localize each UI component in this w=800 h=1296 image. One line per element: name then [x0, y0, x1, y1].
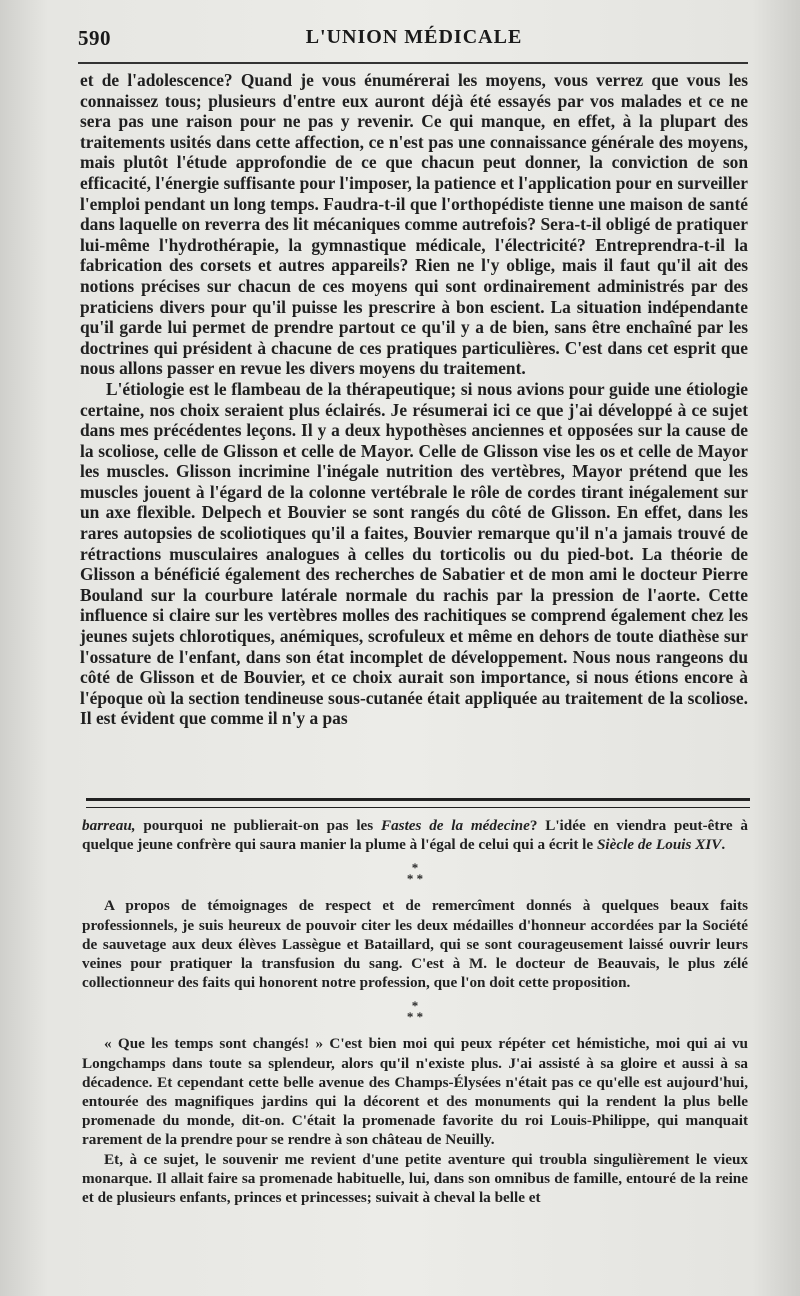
text-run: ? L'idée en viendra peut-être à quelque jeune confrère qui saura manier la plume à l'égal de celui qui a écrit le: [82, 817, 748, 854]
asterism-bottom: * *: [406, 871, 424, 887]
italic-text: barreau,: [82, 817, 136, 834]
page-number: 590: [78, 26, 111, 50]
asterism-separator: [82, 998, 748, 1025]
text-run: pourquoi ne publierait-on pas les: [135, 817, 381, 834]
feuilleton-paragraph: [82, 816, 748, 854]
italic-title: Fastes de la médecine: [380, 817, 530, 834]
text-run: .: [721, 836, 726, 854]
feuilleton-paragraph: « Que les temps sont changés! » C'est bien moi qui peux répéter cet hémistiche, moi qui ai vu Longchamps dans toute sa splendeur, alors qu'il n'existe plus. J'ai assisté à sa gloire et aussi à sa décadence. Et cependant cette belle avenue des Champs-Élysées n'était pas ce qu'elle est aujourd'hui, entourée des magnifiques jardins qui la décorent et des monuments qui la rendent la plus belle promenade du monde, dit-on. C'était la promenade favorite du roi Louis-Philippe, qui manquait rarement de la prendre pour se rendre à son château de Neuilly.: [82, 1035, 748, 1149]
asterism-bottom: * *: [406, 1009, 424, 1025]
header-rule: [78, 62, 748, 64]
feuilleton-section: [82, 816, 748, 1207]
asterism-top: *: [411, 998, 419, 1014]
article-paragraph: L'étiologie est le flambeau de la thérapeutique; si nous avions pour guide une étiologie certaine, nos choix seraient plus éclairés. Je résumerai ici ce que j'ai développé à ce sujet dans mes précédentes leçons. Il y a deux hypothèses anciennes et opposées sur la cause de la scoliose, celle de Glisson et celle de Mayor. Celle de Glisson vise les os et celle de Mayor les muscles. Glisson incrimine l'inégale nutrition des vertèbres, Mayor prétend que les muscles jouent à l'égard de la colonne vertébrale le rôle de cordes tirant inégalement sur un axe flexible. Delpech et Bouvier se sont rangés du côté de Glisson. En effet, dans les rares autopsies de scoliotiques qu'il a faites, Bouvier remarque qu'il n'a jamais trouvé de rétractions musculaires analogues à celles du torticolis ou du pied-bot. La théorie de Glisson a bénéficié également des recherches de Sabatier et de mon ami le docteur Pierre Bouland sur la courbure latérale normale du rachis par la pression de l'aorte. Cette influence si claire sur les vertèbres molles des rachitiques se comprend également chez les jeunes sujets chlorotiques, anémiques, scrofuleux et même en dehors de toute diathèse sur l'ossature de l'enfant, dans son état incomplet de développement. Nous nous rangeons du côté de Glisson et de Bouvier, et ce choix aurait son importance, si nous étions encore à l'époque où la section tendineuse sous-cutanée était appliquée au traitement de la scoliose. Il est évident que comme il n'y a pas: [80, 378, 748, 729]
section-divider-rule: [86, 798, 750, 808]
italic-title: Siècle de Louis XIV: [596, 836, 722, 854]
running-head: [78, 26, 750, 56]
journal-title: L'UNION MÉDICALE: [305, 26, 523, 48]
feuilleton-paragraph: A propos de témoignages de respect et de remercîment donnés à quelques beaux faits professionnels, je suis heureux de pouvoir citer les deux médailles d'honneur accordées par la Société de sauvetage aux deux élèves Lassègue et Bataillard, qui se sont courageusement laissé ouvrir leurs veines pour pratiquer la transfusion du sang. C'est à M. le docteur de Beauvais, le plus zélé collectionneur des faits qui honorent notre profession, que l'on doit cette proposition.: [82, 897, 748, 992]
asterism-separator: [82, 860, 748, 887]
main-article-body: [80, 70, 748, 729]
article-paragraph: et de l'adolescence? Quand je vous énumérerai les moyens, vous verrez que vous les connaissez tous; plusieurs d'entre eux auront déjà été essayés par vos malades et ce ne sera pas une raison pour ne pas y revenir. Ce qui manque, en effet, à la plupart des traitements usités dans cette affection, ce n'est pas une connaissance générale des moyens, mais plutôt l'étude approfondie de ce que chacun peut donner, la conviction de son efficacité, l'énergie suffisante pour l'imposer, la patience et l'application pour en surveiller l'emploi pendant un long temps. Faudra-t-il que l'orthopédiste tienne une maison de santé dans laquelle on reverra des lit mécaniques comme autrefois? Sera-t-il obligé de pratiquer lui-même l'hydrothérapie, la gymnastique médicale, l'électricité? Entreprendra-t-il la fabrication des corsets et autres appareils? Rien ne l'y oblige, mais il faut qu'il ait des notions précises sur chacun de ces moyens qui sont ordinairement administrés par des praticiens divers pour qu'il puisse les prescrire à bon escient. La situation indépendante qu'il garde lui permet de prendre partout ce qu'il y a de bien, sans être enchaîné par les doctrines qui président à chacune de ces pratiques particulières. C'est dans cet esprit que nous allons passer en revue les divers moyens du traitement.: [80, 70, 748, 379]
asterism-top: *: [411, 860, 419, 876]
feuilleton-paragraph: Et, à ce sujet, le souvenir me revient d'une petite aventure qui troubla singulièrement le vieux monarque. Il allait faire sa promenade habituelle, lui, dans son omnibus de famille, entouré de la reine et de plusieurs enfants, princes et princesses; suivait à cheval la belle et: [82, 1150, 748, 1207]
